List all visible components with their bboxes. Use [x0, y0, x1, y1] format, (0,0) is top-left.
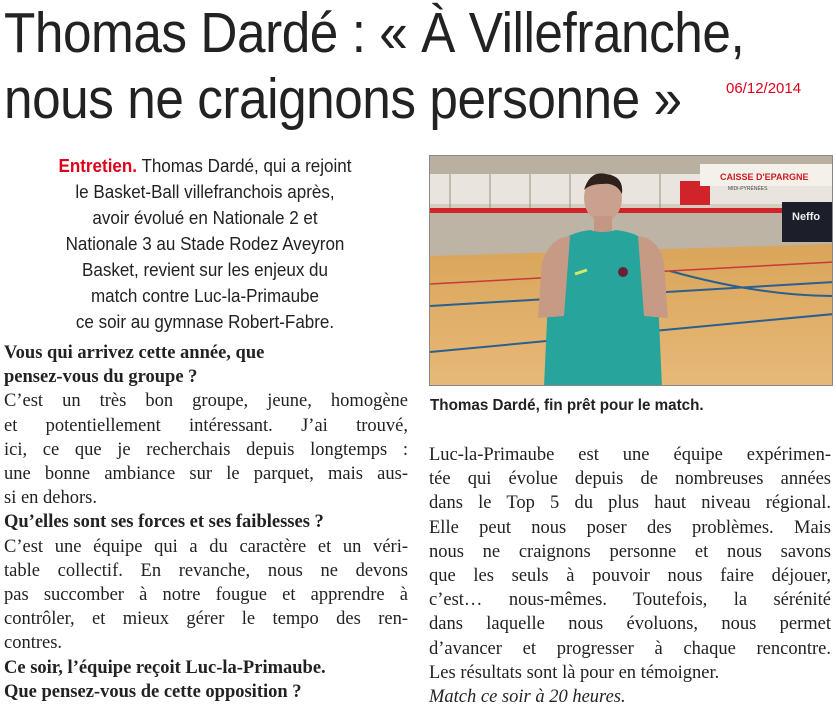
article-photo: [429, 155, 833, 386]
answer-text-line: Luc-la-Primaube est une équipe expérimen-: [429, 445, 831, 465]
answer-text-line: nous ne craignons personne et nous savons: [429, 541, 831, 562]
answer-text-line: dans laquelle nous évoluons, nous permet: [429, 614, 831, 635]
lead-line: le Basket-Ball villefranchois après,: [75, 181, 335, 202]
match-time-note: Match ce soir à 20 heures.: [429, 687, 626, 708]
article-right-column: [429, 443, 831, 709]
answer-text-line: pas succomber à notre fougue et apprendre à: [4, 585, 408, 606]
interview-question-line: Qu’elles sont ses forces et ses faiblesses ?: [4, 512, 324, 533]
lead-line: ce soir au gymnase Robert-Fabre.: [75, 311, 335, 332]
interview-question-line: pensez-vous du groupe ?: [4, 367, 198, 388]
photo-banner-text: CAISSE D'EPARGNE: [720, 172, 809, 182]
interview-question-line: Ce soir, l’équipe reçoit Luc-la-Primaube.: [4, 657, 326, 678]
article-headline: [4, 0, 744, 132]
answer-text-line: contres.: [4, 633, 63, 654]
answer-text-line: Elle peut nous poser des problèmes. Mais: [429, 517, 831, 538]
answer-text-line: table collectif. En revanche, nous ne devons: [4, 560, 408, 581]
lead-line: match contre Luc-la-Primaube: [91, 285, 319, 306]
answer-text-line: que les seuls à pouvoir nous faire déjouer,: [429, 566, 831, 587]
lead-line: avoir évolué en Nationale 2 et: [92, 207, 318, 228]
answer-text-line: C’est une équipe qui a du caractère et un véri-: [4, 536, 408, 557]
player-photo: [430, 156, 833, 386]
photo-side-sign: Neffo: [792, 211, 821, 223]
lead-text: Thomas Dardé, qui a rejoint: [137, 155, 352, 176]
answer-text-line: d’avancer et progresser à chaque rencontre.: [429, 638, 831, 659]
answer-text-line: si en dehors.: [4, 488, 97, 509]
photo-caption: Thomas Dardé, fin prêt pour le match.: [430, 397, 704, 414]
headline-line-1: Thomas Dardé : « À Villefranche,: [4, 1, 745, 65]
interview-question-line: Que pensez-vous de cette opposition ?: [4, 681, 302, 702]
answer-text-line: contrôler, et mieux gérer le tempo des ren-: [4, 609, 408, 630]
lead-kicker: Entretien.: [58, 155, 138, 176]
answer-text-line: ici, ce que je recherchais depuis longtemps :: [4, 439, 408, 460]
article-lead: [16, 153, 393, 335]
photo-banner-subtext: MIDI-PYRÉNÉES: [728, 186, 768, 192]
answer-text-line: c’est… nous-mêmes. Toutefois, la sérénité: [429, 590, 831, 611]
answer-text-line: dans le Top 5 du plus haut niveau régional.: [429, 493, 831, 514]
interview-question-line: Vous qui arrivez cette année, que: [4, 343, 265, 363]
answer-text-line: C’est un très bon groupe, jeune, homogène: [4, 391, 408, 412]
publication-date: 06/12/2014: [726, 80, 802, 97]
headline-line-2: nous ne craignons personne »: [4, 67, 682, 131]
answer-text-line: Les résultats sont là pour en témoigner.: [429, 662, 720, 683]
lead-line: Nationale 3 au Stade Rodez Aveyron: [65, 233, 345, 254]
article-left-column: [4, 341, 408, 704]
lead-line-1: [16, 153, 393, 179]
answer-text-line: tée qui évolue depuis de nombreuses années: [429, 469, 831, 490]
answer-text-line: et potentiellement intéressant. J’ai trouvé,: [4, 415, 408, 436]
answer-text-line: une bonne ambiance sur le parquet, mais aus-: [4, 464, 408, 485]
lead-line: Basket, revient sur les enjeux du: [82, 259, 328, 280]
